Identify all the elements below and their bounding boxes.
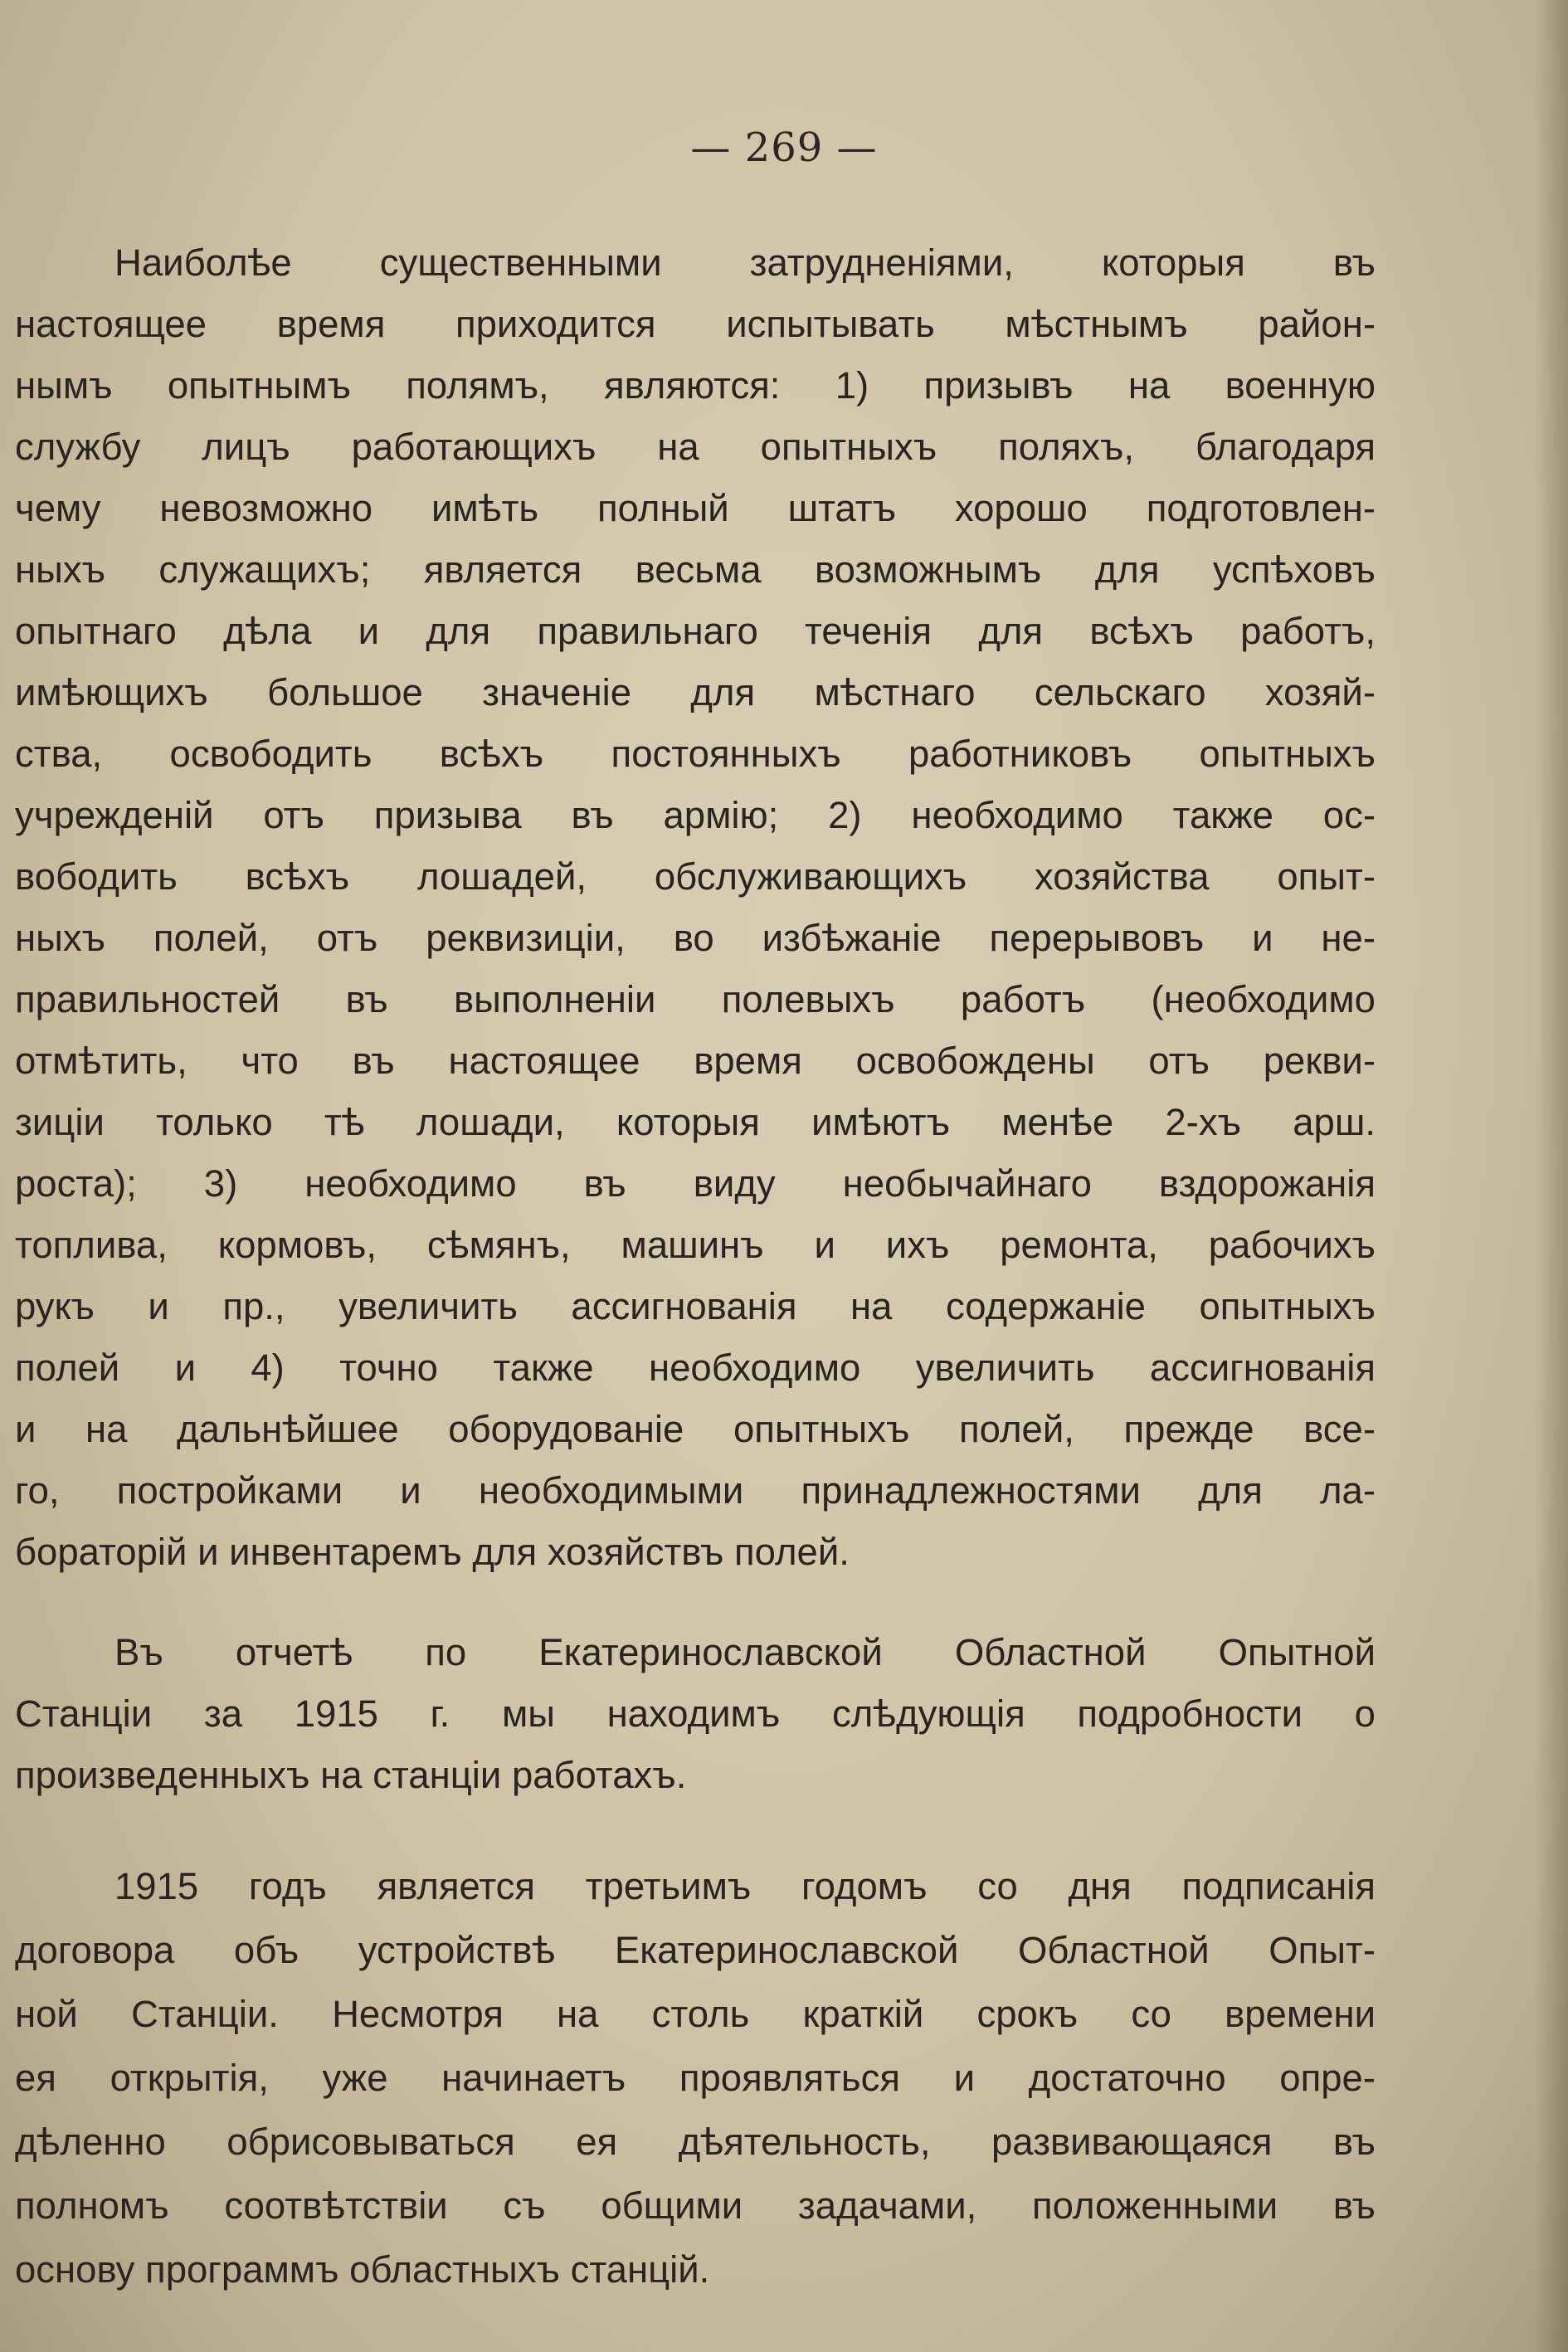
text-line: роста); 3) необходимо въ виду необычайнаго вздорожанія bbox=[15, 1162, 1376, 1205]
text-line: договора объ устройствѣ Екатеринославской Областной Опыт- bbox=[15, 1929, 1376, 1971]
text-line: Станціи за 1915 г. мы находимъ слѣдующія подробности о bbox=[15, 1692, 1376, 1735]
text-line: имѣющихъ большое значеніе для мѣстнаго сельскаго хозяй- bbox=[15, 671, 1376, 713]
text-line: ныхъ полей, отъ реквизиціи, во избѣжаніе перерывовъ и не- bbox=[15, 917, 1376, 959]
text-line: вободить всѣхъ лошадей, обслуживающихъ хозяйства опыт- bbox=[15, 855, 1376, 898]
text-line: ства, освободить всѣхъ постоянныхъ работниковъ опытныхъ bbox=[15, 733, 1376, 775]
text-line: дѣленно обрисовываться ея дѣятельность, развивающаяся въ bbox=[15, 2121, 1376, 2163]
paragraph-2 bbox=[15, 1622, 1376, 1806]
text-line: настоящее время приходится испытывать мѣстнымъ район- bbox=[15, 303, 1376, 345]
text-line: учрежденій отъ призыва въ армію; 2) необходимо также ос- bbox=[15, 794, 1376, 836]
text-line: го, постройками и необходимыми принадлежностями для ла- bbox=[15, 1469, 1376, 1512]
text-line: полей и 4) точно также необходимо увеличить ассигнованія bbox=[15, 1346, 1376, 1389]
text-line: отмѣтить, что въ настоящее время освобождены отъ рекви- bbox=[15, 1040, 1376, 1082]
paragraph-1 bbox=[15, 232, 1376, 1583]
text-line: нымъ опытнымъ полямъ, являются: 1) призывъ на военную bbox=[15, 364, 1376, 407]
text-line: 1915 годъ является третьимъ годомъ со дня подписанія bbox=[114, 1865, 1376, 1907]
text-line: и на дальнѣйшее оборудованіе опытныхъ полей, прежде все- bbox=[15, 1408, 1376, 1450]
text-line: ной Станціи. Несмотря на столь краткій срокъ со времени bbox=[15, 1993, 1376, 2035]
text-line: бораторій и инвентаремъ для хозяйствъ полей. bbox=[15, 1531, 850, 1573]
paragraph-3 bbox=[15, 1854, 1376, 2301]
page-number: — 269 — bbox=[690, 124, 878, 171]
text-line: топлива, кормовъ, сѣмянъ, машинъ и ихъ ремонта, рабочихъ bbox=[15, 1224, 1376, 1266]
text-line: Наиболѣе существенными затрудненіями, которыя въ bbox=[114, 241, 1376, 284]
text-line: основу программъ областныхъ станцій. bbox=[15, 2248, 710, 2291]
text-line: полномъ соотвѣтствіи съ общими задачами, положенными въ bbox=[15, 2184, 1376, 2227]
text-line: ныхъ служащихъ; является весьма возможнымъ для успѣховъ bbox=[15, 548, 1376, 591]
text-line: ея открытія, уже начинаетъ проявляться и достаточно опре- bbox=[15, 2057, 1376, 2099]
text-line: чему невозможно имѣть полный штатъ хорошо подготовлен- bbox=[15, 487, 1376, 529]
text-line: зиціи только тѣ лошади, которыя имѣютъ менѣе 2-хъ арш. bbox=[15, 1101, 1376, 1143]
text-line: службу лицъ работающихъ на опытныхъ поляхъ, благодаря bbox=[15, 426, 1376, 468]
text-line: Въ отчетѣ по Екатеринославской Областной Опытной bbox=[114, 1631, 1376, 1673]
text-line: произведенныхъ на станціи работахъ. bbox=[15, 1754, 687, 1796]
text-line: опытнаго дѣла и для правильнаго теченія для всѣхъ работъ, bbox=[15, 610, 1376, 652]
text-line: правильностей въ выполненіи полевыхъ работъ (необходимо bbox=[15, 978, 1376, 1020]
text-line: рукъ и пр., увеличить ассигнованія на содержаніе опытныхъ bbox=[15, 1285, 1376, 1327]
page-edge-shadow bbox=[1535, 0, 1568, 2352]
